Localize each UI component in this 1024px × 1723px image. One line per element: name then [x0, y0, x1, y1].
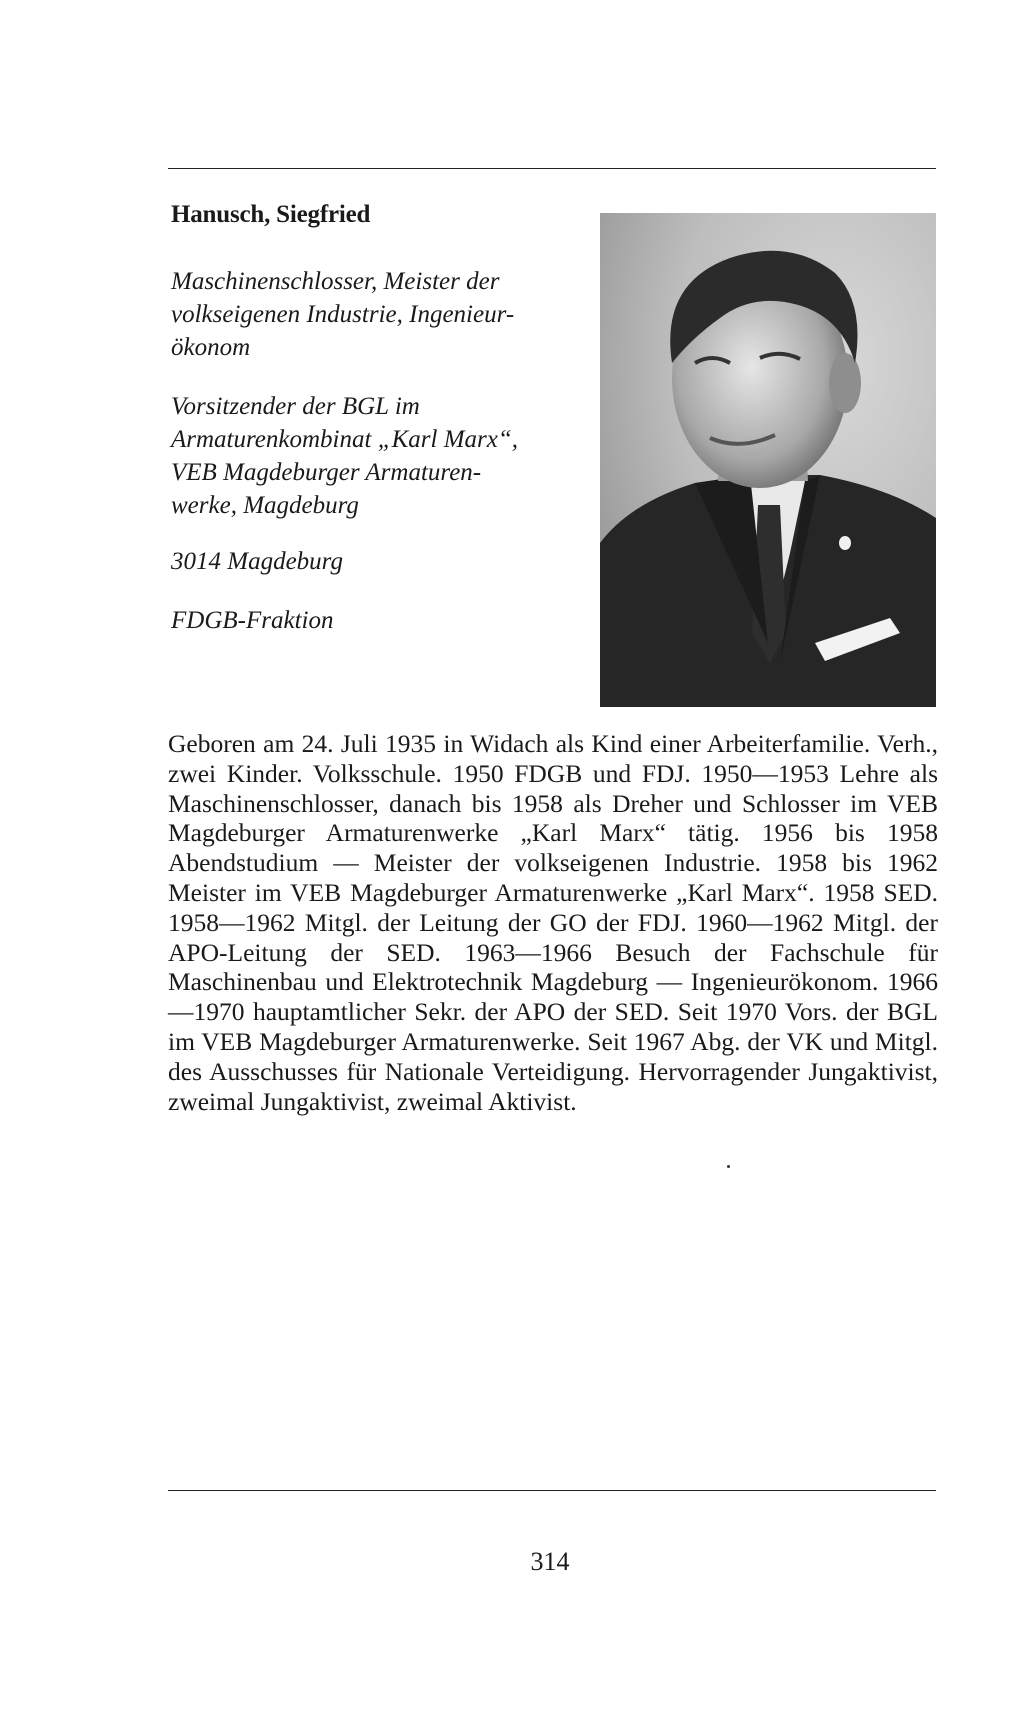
print-speck: [727, 1165, 730, 1168]
biography: Geboren am 24. Juli 1935 in Widach als Kind einer Arbeiterfamilie. Verh., zwei Kinder. Volksschule. 1950 FDGB und FDJ. 1950—1953 Lehre als Maschinenschlosser, danach bis 1958 als Dreher und Schlosser im VEB Magdeburger Armaturenwerke „Karl Marx“ tätig. 1956 bis 1958 Abendstudium — Meister der volkseigenen Industrie. 1958 bis 1962 Meister im VEB Magdeburger Armaturenwerke „Karl Marx“. 1958 SED. 1958—1962 Mitgl. der Leitung der GO der FDJ. 1960—1962 Mitgl. der APO-Leitung der SED. 1963—1966 Besuch der Fachschule für Maschinenbau und Elektrotechnik Magdeburg — Ingenieurökonom. 1966—1970 hauptamtlicher Sekr. der APO der SED. Seit 1970 Vors. der BGL im VEB Magdeburger Armaturenwerke. Seit 1967 Abg. der VK und Mitgl. des Ausschusses für Nationale Verteidigung. Hervorragender Jungaktivist, zweimal Jungaktivist, zweimal Aktivist.: [168, 729, 938, 1116]
profession-line: ökonom: [171, 334, 251, 361]
faction: FDGB-Fraktion: [171, 607, 334, 634]
position: [171, 390, 591, 522]
page-number: 314: [530, 1547, 570, 1576]
top-rule: [168, 168, 936, 169]
bottom-rule: [168, 1490, 936, 1491]
profession: [171, 265, 591, 364]
position-line: werke, Magdeburg: [171, 492, 359, 519]
entry-name: Hanusch, Siegfried: [171, 201, 371, 228]
position-line: Vorsitzender der BGL im: [171, 393, 420, 420]
position-line: VEB Magdeburger Armaturen-: [171, 459, 482, 486]
position-line: Armaturenkombinat „Karl Marx“,: [171, 426, 518, 453]
address: 3014 Magdeburg: [171, 548, 343, 575]
portrait-photo: [600, 213, 936, 707]
profession-line: volkseigenen Industrie, Ingenieur-: [171, 301, 515, 328]
profession-line: Maschinenschlosser, Meister der: [171, 268, 500, 295]
